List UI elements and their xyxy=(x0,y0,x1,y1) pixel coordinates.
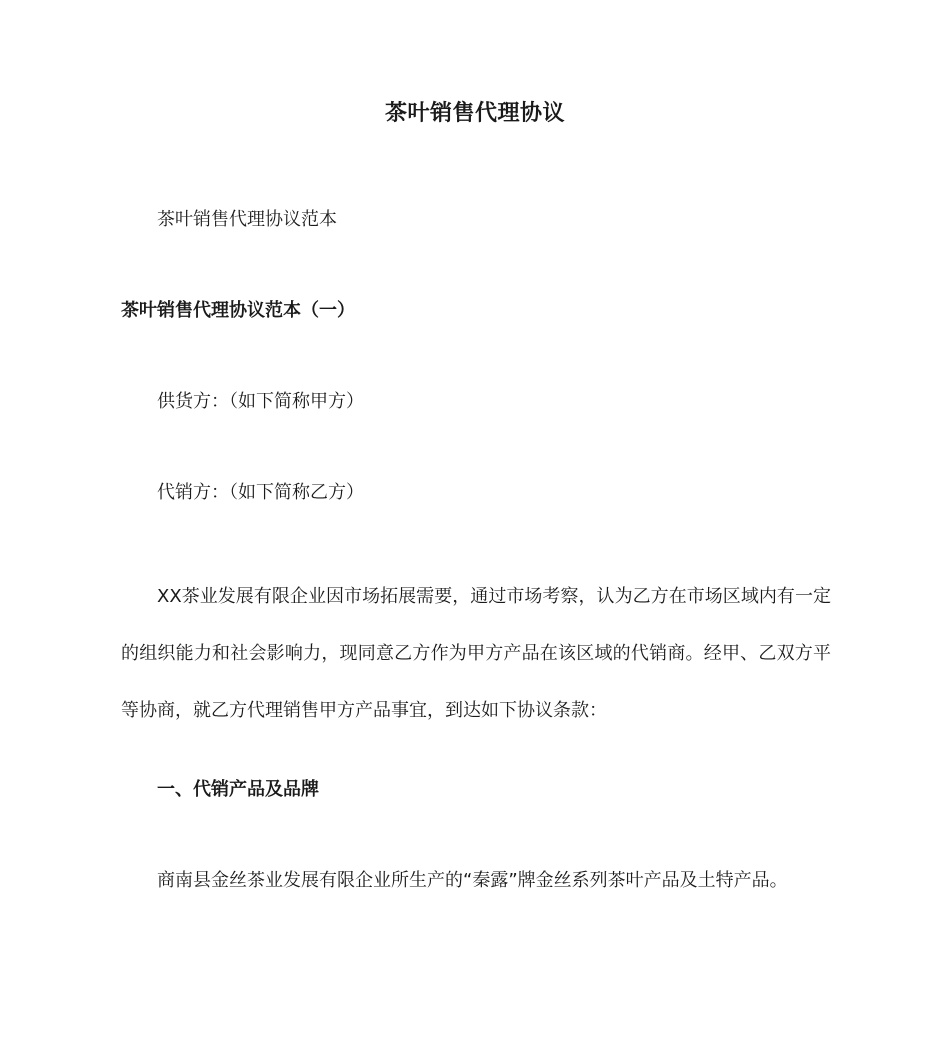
section-heading: 茶叶销售代理协议范本（一） xyxy=(121,300,355,321)
intro-paragraph: XX茶业发展有限企业因市场拓展需要，通过市场考察，认为乙方在市场区域内有一定的组织能力和社会影响力，现同意乙方作为甲方产品在该区域的代销商。经甲、乙双方平等协商，就乙方代理销售甲方产品事宜，到达如下协议条款： xyxy=(121,586,831,721)
agent-line: 代销方：（如下简称乙方） xyxy=(157,482,364,503)
document-subtitle: 茶叶销售代理协议范本 xyxy=(157,209,337,230)
clause1-text: 商南县金丝茶业发展有限企业所生产的“秦露”牌金丝系列茶叶产品及土特产品。 xyxy=(157,870,788,891)
supplier-line: 供货方：（如下简称甲方） xyxy=(157,391,364,412)
clause1-heading: 一、代销产品及品牌 xyxy=(157,779,319,800)
document-title: 茶叶销售代理协议 xyxy=(384,101,565,126)
